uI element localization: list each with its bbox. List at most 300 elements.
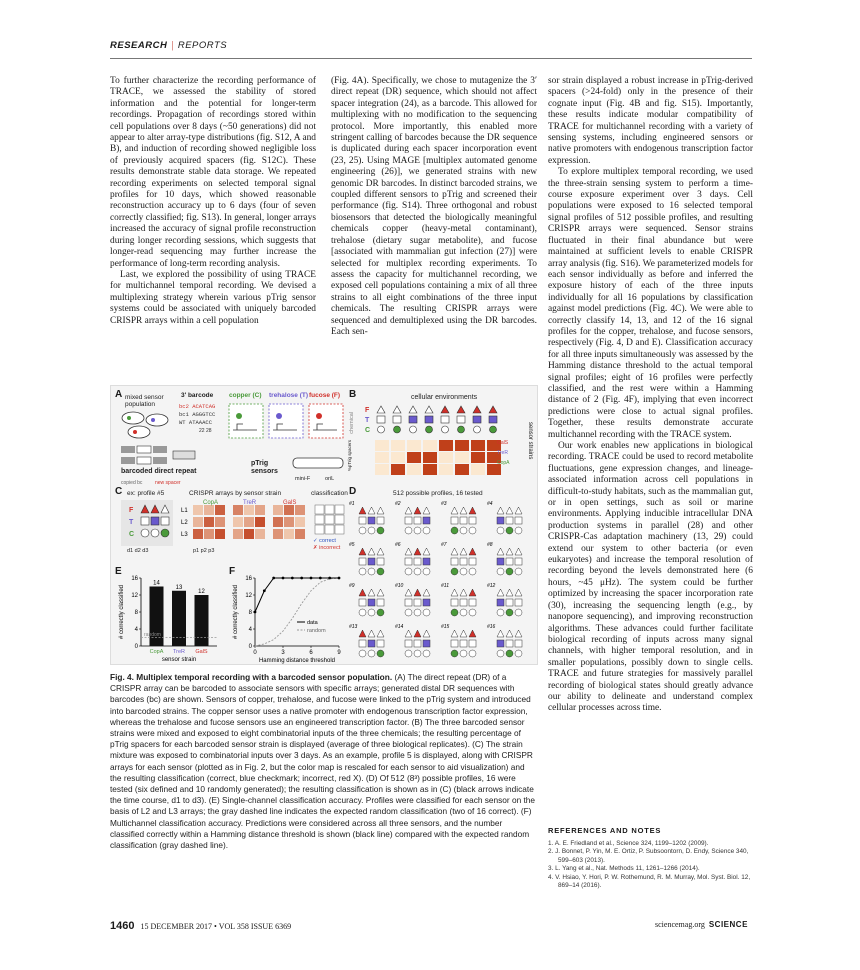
- heatmap-cell: [255, 517, 265, 527]
- svg-text:F: F: [365, 407, 370, 414]
- circle-icon: [469, 650, 476, 657]
- svg-text:T: T: [129, 519, 134, 526]
- circle-icon: [497, 527, 504, 534]
- site-url: sciencemag.org: [655, 920, 705, 929]
- classification-cell: [335, 525, 344, 534]
- square-icon: [497, 640, 504, 647]
- profile-number: #1: [349, 501, 355, 507]
- caption-title: Fig. 4. Multiplex temporal recording with a barcoded sensor population.: [110, 672, 393, 682]
- circle-icon: [410, 426, 417, 433]
- profile-number: #7: [441, 542, 447, 548]
- panel-a-text: copied bc: [121, 480, 143, 486]
- heatmap-cell: [407, 464, 421, 475]
- square-icon: [161, 517, 169, 525]
- circle-icon: [497, 568, 504, 575]
- circle-icon: [506, 609, 513, 616]
- circle-icon: [423, 650, 430, 657]
- heatmap-cell: [284, 529, 294, 539]
- triangle-icon: [377, 406, 385, 413]
- reference-item: 4. V. Hsiao, Y. Hori, P. W. Rothemund, R. M. Murray, Mol. Syst. Biol. 12, 869–14 (2016).: [548, 873, 751, 890]
- circle-icon: [151, 529, 159, 537]
- panel-d-text: 512 possible profiles, 16 tested: [393, 490, 483, 497]
- square-icon: [460, 640, 467, 647]
- triangle-icon: [377, 507, 384, 514]
- heatmap-cell: [273, 517, 283, 527]
- triangle-icon: [423, 630, 430, 637]
- triangle-icon: [405, 589, 412, 596]
- y-axis-label: # correctly classified: [233, 584, 239, 640]
- references-heading: REFERENCES AND NOTES: [548, 826, 662, 835]
- heatmap-cell: [284, 505, 294, 515]
- y-tick-label: 8: [248, 610, 252, 616]
- triangle-icon: [359, 630, 366, 637]
- circle-icon: [378, 426, 385, 433]
- svg-text:bc2 ACATCAG: bc2 ACATCAG: [179, 403, 216, 410]
- circle-icon: [515, 568, 522, 575]
- square-icon: [497, 517, 504, 524]
- square-icon: [497, 599, 504, 606]
- y-axis-label: # correctly classified: [119, 584, 125, 640]
- circle-icon: [497, 650, 504, 657]
- profile-number: #13: [349, 624, 358, 630]
- panel-a-text: oriL: [325, 476, 335, 482]
- crispr-array-schematic: [119, 442, 225, 468]
- circle-icon: [368, 609, 375, 616]
- svg-text:F: F: [129, 507, 134, 514]
- data-point: [319, 577, 322, 580]
- square-icon: [377, 517, 384, 524]
- circle-icon: [359, 609, 366, 616]
- heatmap-cell: [375, 452, 389, 463]
- circle-icon: [414, 609, 421, 616]
- y-tick-label: 16: [131, 576, 138, 582]
- heatmap-cell: [215, 529, 225, 539]
- square-icon: [460, 599, 467, 606]
- square-icon: [405, 599, 412, 606]
- square-icon: [359, 558, 366, 565]
- circle-icon: [451, 609, 458, 616]
- cell-population-icon: [119, 410, 175, 440]
- svg-text:bc1 AGGGTCC: bc1 AGGGTCC: [179, 411, 216, 418]
- heatmap-cell: [215, 517, 225, 527]
- paragraph: Last, we explored the possibility of using TRACE for multichannel temporal recording. We devised a multiplexing strategy wherein various pTrig sensor systems could be associated with uniquely barcoded CRISPR arrays within a cell population: [110, 269, 316, 326]
- triangle-icon: [377, 548, 384, 555]
- triangle-icon: [414, 507, 421, 514]
- svg-text:C: C: [129, 531, 135, 538]
- triangle-icon: [425, 406, 433, 413]
- panel-b-text: chemical: [349, 412, 355, 434]
- square-icon: [359, 517, 366, 524]
- heatmap-cell: [439, 440, 453, 451]
- random-label: random: [144, 632, 161, 638]
- circle-icon: [474, 426, 481, 433]
- category-label: CopA: [149, 649, 164, 655]
- triangle-icon: [469, 548, 476, 555]
- panel-c-text: ex: profile #5: [127, 490, 165, 497]
- classification-cell: [315, 515, 324, 524]
- circle-icon: [423, 527, 430, 534]
- profile-number: #11: [441, 583, 449, 589]
- caption-text: (A) The direct repeat (DR) of a CRISPR array can be barcoded to associate sensors with specific arrays; generated distal DR sequences with barcodes (bc) are shown. Sensors of copper, trehalose, and fucose were linked to the pTrig system and introduced into barcoded strains. The copper sensor uses a native promoter with endogenous transcription factor expression, whereas the trehalose and fucose sensors use an engineered transcription factor. (B) The three barcoded sensor strains were mixed and exposed to eight combinatorial inputs of the three chemicals; the resulting percentage of pTrig spacers for each barcoded sensor strain is displayed (average of three biological replicates). (C) The strain mixture was exposed to combinatorial inputs over 3 days. As an example, profile 5 is displayed, along with CRISPR arrays for each sensor (plotted as in Fig. 2, but the color map is rescaled for each sensor to aid visualization) and the resulting classification (correct, blue checkmark; incorrect, red X). (D) Of 512 (8³) possible profiles, 16 were tested (six defined and 10 randomly generated); the resulting classification is shown as in (C) (black arrows indicate the time course, d1 to d3). (E) Single-channel classification accuracy. Profiles were classified for each sensor on the basis of L2 and L3 arrays; the gray dashed line indicates the expected random classification (two of 16 correct). (F) Multichannel classification accuracy. Predictions were considered across all three sensors, and the number classified correctly within a Hamming distance threshold is shown (black line) compared with the expected random classification (gray dashed line).: [110, 672, 536, 851]
- triangle-icon: [414, 548, 421, 555]
- section-subname: REPORTS: [177, 40, 228, 51]
- heatmap-cell: [375, 464, 389, 475]
- circle-icon: [515, 527, 522, 534]
- svg-text:L2: L2: [181, 520, 188, 526]
- square-icon: [451, 517, 458, 524]
- barcode-table: [177, 400, 227, 440]
- category-label: TreR: [172, 649, 186, 655]
- square-icon: [423, 640, 430, 647]
- y-tick-label: 16: [245, 576, 252, 582]
- heatmap-cell: [423, 452, 437, 463]
- square-icon: [469, 599, 476, 606]
- circle-icon: [515, 650, 522, 657]
- references-list: [548, 840, 753, 890]
- profile-grid: [347, 498, 535, 664]
- circle-icon: [368, 527, 375, 534]
- circle-icon: [515, 609, 522, 616]
- legend-random-label: random: [307, 628, 326, 634]
- triangle-icon: [497, 630, 504, 637]
- triangle-icon: [368, 507, 375, 514]
- heatmap-cell: [455, 440, 469, 451]
- profile-number: #14: [395, 624, 404, 630]
- sensor-circuits: [227, 400, 347, 452]
- panel-a-text: pTrig sensors: [251, 460, 278, 475]
- heatmap-cell: [233, 517, 243, 527]
- x-tick-label: 3: [281, 650, 285, 656]
- square-icon: [506, 599, 513, 606]
- triangle-icon: [405, 548, 412, 555]
- square-icon: [414, 517, 421, 524]
- triangle-icon: [377, 630, 384, 637]
- data-point: [254, 611, 257, 614]
- panel-c-text: GalS: [283, 500, 297, 506]
- circle-icon: [141, 529, 149, 537]
- heatmap-cell: [295, 505, 305, 515]
- panel-a-text: fucose (F): [309, 392, 341, 399]
- triangle-icon: [497, 589, 504, 596]
- heatmap-cell: [244, 505, 254, 515]
- heatmap-cell: [193, 517, 203, 527]
- square-icon: [515, 517, 522, 524]
- heatmap-cell: [204, 505, 214, 515]
- heatmap-cell: [439, 464, 453, 475]
- heatmap-cell: [407, 452, 421, 463]
- svg-text:T: T: [365, 417, 370, 424]
- bar-value-label: 14: [153, 580, 160, 587]
- x-tick-label: 0: [253, 650, 257, 656]
- square-icon: [423, 558, 430, 565]
- square-icon: [506, 517, 513, 524]
- classification-cell: [335, 515, 344, 524]
- heatmap-cell: [255, 529, 265, 539]
- heatmap-cell: [244, 517, 254, 527]
- panel-b-text: GalS: [497, 440, 509, 446]
- data-point: [291, 577, 294, 580]
- paragraph: sor strain displayed a robust increase in pTrig-derived spacers (>24-fold) only in the presence of their cognate input (Fig. 4B and fig. S15). Importantly, these results indicate modular compatibility of TRACE for multichannel recording with a variety of sensing systems, including engineered sensors or native promoters with endogenous transcription factor expression.: [548, 76, 753, 166]
- triangle-icon: [473, 406, 481, 413]
- square-icon: [359, 599, 366, 606]
- circle-icon: [469, 609, 476, 616]
- square-icon: [368, 599, 375, 606]
- panel-c-text: ✗ incorrect: [313, 545, 341, 551]
- figure-caption: [110, 672, 538, 851]
- square-icon: [141, 517, 149, 525]
- heatmap-cell: [273, 505, 283, 515]
- heatmap-cell: [204, 529, 214, 539]
- section-name: RESEARCH: [110, 40, 168, 51]
- x-tick-label: 6: [309, 650, 313, 656]
- panel-b-label: B: [349, 389, 357, 400]
- profile-number: #6: [395, 542, 401, 548]
- heatmap-cell: [471, 452, 485, 463]
- profile-number: #16: [487, 624, 496, 630]
- heatmap-cell: [215, 505, 225, 515]
- square-icon: [469, 640, 476, 647]
- circle-icon: [161, 529, 169, 537]
- bar-value-label: 13: [175, 584, 183, 591]
- square-icon: [405, 558, 412, 565]
- square-icon: [423, 599, 430, 606]
- circle-icon: [469, 568, 476, 575]
- panel-c-text: p1 p2 p3: [193, 548, 215, 554]
- text-column-2: [331, 76, 537, 338]
- bar: [195, 595, 209, 646]
- category-label: GalS: [195, 649, 208, 655]
- square-icon: [506, 640, 513, 647]
- triangle-icon: [451, 548, 458, 555]
- reference-item: 2. J. Bonnet, P. Yin, M. E. Ortiz, P. Subsoontorn, D. Endy, Science 340, 599–603 (2013).: [548, 848, 749, 864]
- square-icon: [423, 517, 430, 524]
- panel-a-text: new spacer: [155, 480, 181, 486]
- profile-number: #15: [441, 624, 450, 630]
- text-column-1: [110, 76, 316, 327]
- triangle-icon: [515, 507, 522, 514]
- circle-icon: [414, 527, 421, 534]
- triangle-icon: [359, 507, 366, 514]
- heatmap-cell: [423, 464, 437, 475]
- circle-icon: [442, 426, 449, 433]
- circle-icon: [368, 650, 375, 657]
- triangle-icon: [469, 507, 476, 514]
- heatmap-cell: [391, 452, 405, 463]
- panel-b-text: cellular environments: [411, 394, 478, 401]
- svg-text:L3: L3: [181, 532, 188, 538]
- heatmap-cell: [471, 440, 485, 451]
- panel-c-text: CRISPR arrays by sensor strain: [189, 490, 282, 497]
- square-icon: [460, 558, 467, 565]
- triangle-icon: [441, 406, 449, 413]
- heatmap-cell: [391, 440, 405, 451]
- triangle-icon: [368, 630, 375, 637]
- triangle-icon: [405, 507, 412, 514]
- square-icon: [368, 640, 375, 647]
- square-icon: [393, 416, 401, 423]
- data-point: [282, 577, 285, 580]
- text-column-3: [548, 76, 753, 715]
- circle-icon: [423, 609, 430, 616]
- panel-a-text: mixed sensor population: [125, 394, 164, 408]
- series-data-line: [255, 578, 339, 612]
- square-icon: [451, 558, 458, 565]
- square-icon: [414, 640, 421, 647]
- circle-icon: [426, 426, 433, 433]
- heatmap-cell: [295, 529, 305, 539]
- square-icon: [441, 416, 449, 423]
- triangle-icon: [414, 630, 421, 637]
- running-header: RESEARCH | REPORTS: [110, 40, 228, 51]
- data-point: [328, 577, 331, 580]
- circle-icon: [506, 527, 513, 534]
- panel-c-text: classification: [311, 490, 348, 497]
- panel-a-text: barcoded direct repeat: [121, 468, 197, 475]
- heatmap-cell: [255, 505, 265, 515]
- paragraph: Our work enables new applications in biological recording. TRACE could be used to record metabolite fluctuations, gene expression changes, and lineage-associated information across cell populations in difficult-to-study habitats, such as the mammalian gut, or in open settings, such as soil or marine environments. Applying inducible intracellular DNA production systems in parallel (28) and other CRISPR-Cas adaptation machinery (13, 29) could extend our system to other bacteria (or even eukaryotes) and increase the temporal resolution of recording beyond the levels demonstrated here (6 hours, ~45 μHz). The system could be further optimized by increasing the spacer incorporation rate (30), increasing the sequencing length (e.g., by nanopore sequencing), and improving reconstruction algorithms. These advances could further facilitate biological recording of inputs across many signal channels, with higher temporal resolution, and in smaller populations, possibly down to single cells. TRACE and future strategies for massively parallel recording of biological states should greatly advance our ability to delineate and understand complex cellular processes across time.: [548, 441, 753, 714]
- circle-icon: [405, 650, 412, 657]
- triangle-icon: [359, 589, 366, 596]
- header-rule: [110, 58, 752, 59]
- triangle-icon: [405, 630, 412, 637]
- circle-icon: [506, 568, 513, 575]
- triangle-icon: [368, 589, 375, 596]
- profile-number: #8: [487, 542, 493, 548]
- profile-number: #5: [349, 542, 355, 548]
- triangle-icon: [460, 548, 467, 555]
- triangle-icon: [506, 589, 513, 596]
- heatmap-cell: [455, 452, 469, 463]
- heatmap-cell: [391, 464, 405, 475]
- triangle-icon: [460, 507, 467, 514]
- circle-icon: [377, 568, 384, 575]
- circle-icon: [377, 609, 384, 616]
- circle-icon: [359, 568, 366, 575]
- panel-c-text: ✓ correct: [313, 538, 336, 544]
- heatmap-cell: [193, 505, 203, 515]
- triangle-icon: [423, 589, 430, 596]
- triangle-icon: [515, 548, 522, 555]
- circle-icon: [460, 650, 467, 657]
- heatmap-cell: [471, 464, 485, 475]
- y-tick-label: 0: [134, 644, 138, 650]
- paragraph: To explore multiplex temporal recording, we used the three-strain sensing system to perform a time-course exposure experiment over 3 days. Cell populations were exposed to 16 selected temporal signal profiles of 512 possible profiles, and resulting CRISPR arrays were sequenced. Sensor strains fluctuated in their final abundance but were maintained at sufficient levels to enable CRISPR array analysis (fig. S16). We parameterized models for each sensor individually as before and inferred the exposure history of each of the three inputs individually for all 16 populations by classification against model predictions (Fig. 4C). We were able to correctly classify 14, 13, and 12 of the 16 signal profiles for the copper, trehalose, and fucose sensors, respectively (Fig. 4, D and E). Classification accuracy for all three inputs simultaneously was assessed by the Hamming distance threshold to the actual temporal signal profiles; eight of 16 profiles were perfectly classified, and the rest were within a Hamming distance of 2 (Fig. 4F), implying that even incorrect predictions were close to actual signal profiles. Together, these results demonstrate accurate multichannel recording with the TRACE system.: [548, 167, 753, 440]
- triangle-icon: [423, 548, 430, 555]
- triangle-icon: [497, 507, 504, 514]
- panel-a-label: A: [115, 389, 123, 400]
- panel-c-label: C: [115, 486, 123, 497]
- square-icon: [497, 558, 504, 565]
- profile-number: #12: [487, 583, 496, 589]
- square-icon: [515, 640, 522, 647]
- x-tick-label: 9: [337, 650, 341, 656]
- heatmap-cell: [233, 505, 243, 515]
- svg-text:C: C: [365, 427, 371, 434]
- circle-icon: [451, 568, 458, 575]
- svg-text:WT ATAAACC: WT ATAAACC: [179, 419, 213, 426]
- heatmap-cell: [455, 464, 469, 475]
- y-tick-label: 0: [248, 644, 252, 650]
- x-axis-label: sensor strain: [161, 657, 197, 663]
- bar-value-label: 12: [198, 589, 205, 595]
- circle-icon: [394, 426, 401, 433]
- triangle-icon: [460, 589, 467, 596]
- panel-d-label: D: [349, 486, 357, 497]
- square-icon: [409, 416, 417, 423]
- chart-multichannel: [231, 572, 345, 666]
- square-icon: [368, 558, 375, 565]
- panel-b-text: %pTrig spacers: [347, 440, 352, 472]
- triangle-icon: [469, 630, 476, 637]
- y-tick-label: 12: [245, 593, 252, 599]
- circle-icon: [469, 527, 476, 534]
- circle-icon: [451, 527, 458, 534]
- panel-f-label: F: [229, 566, 236, 577]
- svg-text:L1: L1: [181, 508, 188, 514]
- panel-b-text: CopA: [497, 460, 510, 466]
- circle-icon: [460, 568, 467, 575]
- heatmap-cell: [273, 529, 283, 539]
- plasmid-icon: [291, 454, 347, 478]
- paragraph: (Fig. 4A). Specifically, we chose to mutagenize the 3′ direct repeat (DR) sequence, which should not affect spacer integration (24), as a barcode. This allowed for multiplexing with no modification to the sequencing protocol. More importantly, this enabled more stringent calling of barcodes because the DR sequence is duplicated during each spacer incorporation event (23, 25). Using MAGE [multiplex automated genome engineering (26)], we generated strains with new genomic DR barcodes. In distinct barcoded strains, we coupled different sensors to pTrig and screened their performance (fig. S14). Three orthogonal and robust biosensors that detected the biologically meaningful chemicals copper (heavy-metal contaminant), trehalose (dietary sugar metabolite), and fucose [associated with mammalian gut infection (27)] were selected for multiplex recording experiments. To assess the capacity for multichannel recording, we exposed cell populations containing a mix of all three strains to all eight combinations of the three input chemicals. The resulting CRISPR arrays were sequenced and demultiplexed using the DR barcodes. Each sen-: [331, 76, 537, 337]
- panel-e-label: E: [115, 566, 122, 577]
- circle-icon: [497, 609, 504, 616]
- circle-icon: [405, 568, 412, 575]
- data-point: [338, 577, 341, 580]
- square-icon: [377, 640, 384, 647]
- square-icon: [489, 416, 497, 423]
- panel-a-text: 3' barcode: [181, 392, 214, 399]
- circle-icon: [460, 609, 467, 616]
- square-icon: [425, 416, 433, 423]
- triangle-icon: [457, 406, 465, 413]
- square-icon: [469, 558, 476, 565]
- circle-icon: [414, 568, 421, 575]
- issue-date: 15 DECEMBER 2017 • VOL 358 ISSUE 6369: [140, 922, 292, 931]
- paragraph: To further characterize the recording performance of TRACE, we assessed the stability of stored information and the potential for longer-term recordings. Propagation of recordings stored within cell populations over 8 days (~50 generations) did not appear to alter array-type distributions (fig. S12, A and B), and induction of recording showed negligible loss of previously acquired spacers (fig. S12C). These results demonstrate stable data storage. We repeated recording experiments on selected temporal signal profiles for 10 days, which showed reasonable reconstruction accuracy up to 6 days (four of seven correctly classified; fig. S13). In general, longer arrays increased the accuracy of signal profile reconstruction during longer recording sessions, which suggests that longer-read sequencing may further increase the performance of long-term recording analysis.: [110, 76, 316, 269]
- figure-4: [110, 385, 538, 665]
- heatmap-cell: [233, 529, 243, 539]
- reference-item: 1. A. E. Friedland et al., Science 324, 1199–1202 (2009).: [548, 840, 709, 847]
- classification-cell: [335, 505, 344, 514]
- square-icon: [451, 599, 458, 606]
- series-random-line: [255, 578, 339, 646]
- triangle-icon: [515, 630, 522, 637]
- triangle-icon: [414, 589, 421, 596]
- profile-number: #2: [395, 501, 401, 507]
- circle-icon: [423, 568, 430, 575]
- profile-number: #9: [349, 583, 355, 589]
- y-tick-label: 12: [131, 593, 138, 599]
- square-icon: [377, 416, 385, 423]
- triangle-icon: [451, 589, 458, 596]
- triangle-icon: [359, 548, 366, 555]
- circle-icon: [377, 650, 384, 657]
- square-icon: [368, 517, 375, 524]
- circle-icon: [368, 568, 375, 575]
- footer-right: [655, 920, 748, 929]
- square-icon: [414, 558, 421, 565]
- triangle-icon: [515, 589, 522, 596]
- square-icon: [405, 640, 412, 647]
- square-icon: [359, 640, 366, 647]
- square-icon: [469, 517, 476, 524]
- page-number: 1460: [110, 920, 135, 932]
- heatmap-cell: [295, 517, 305, 527]
- circle-icon: [359, 650, 366, 657]
- heatmap-cell: [204, 517, 214, 527]
- classification-cell: [315, 525, 324, 534]
